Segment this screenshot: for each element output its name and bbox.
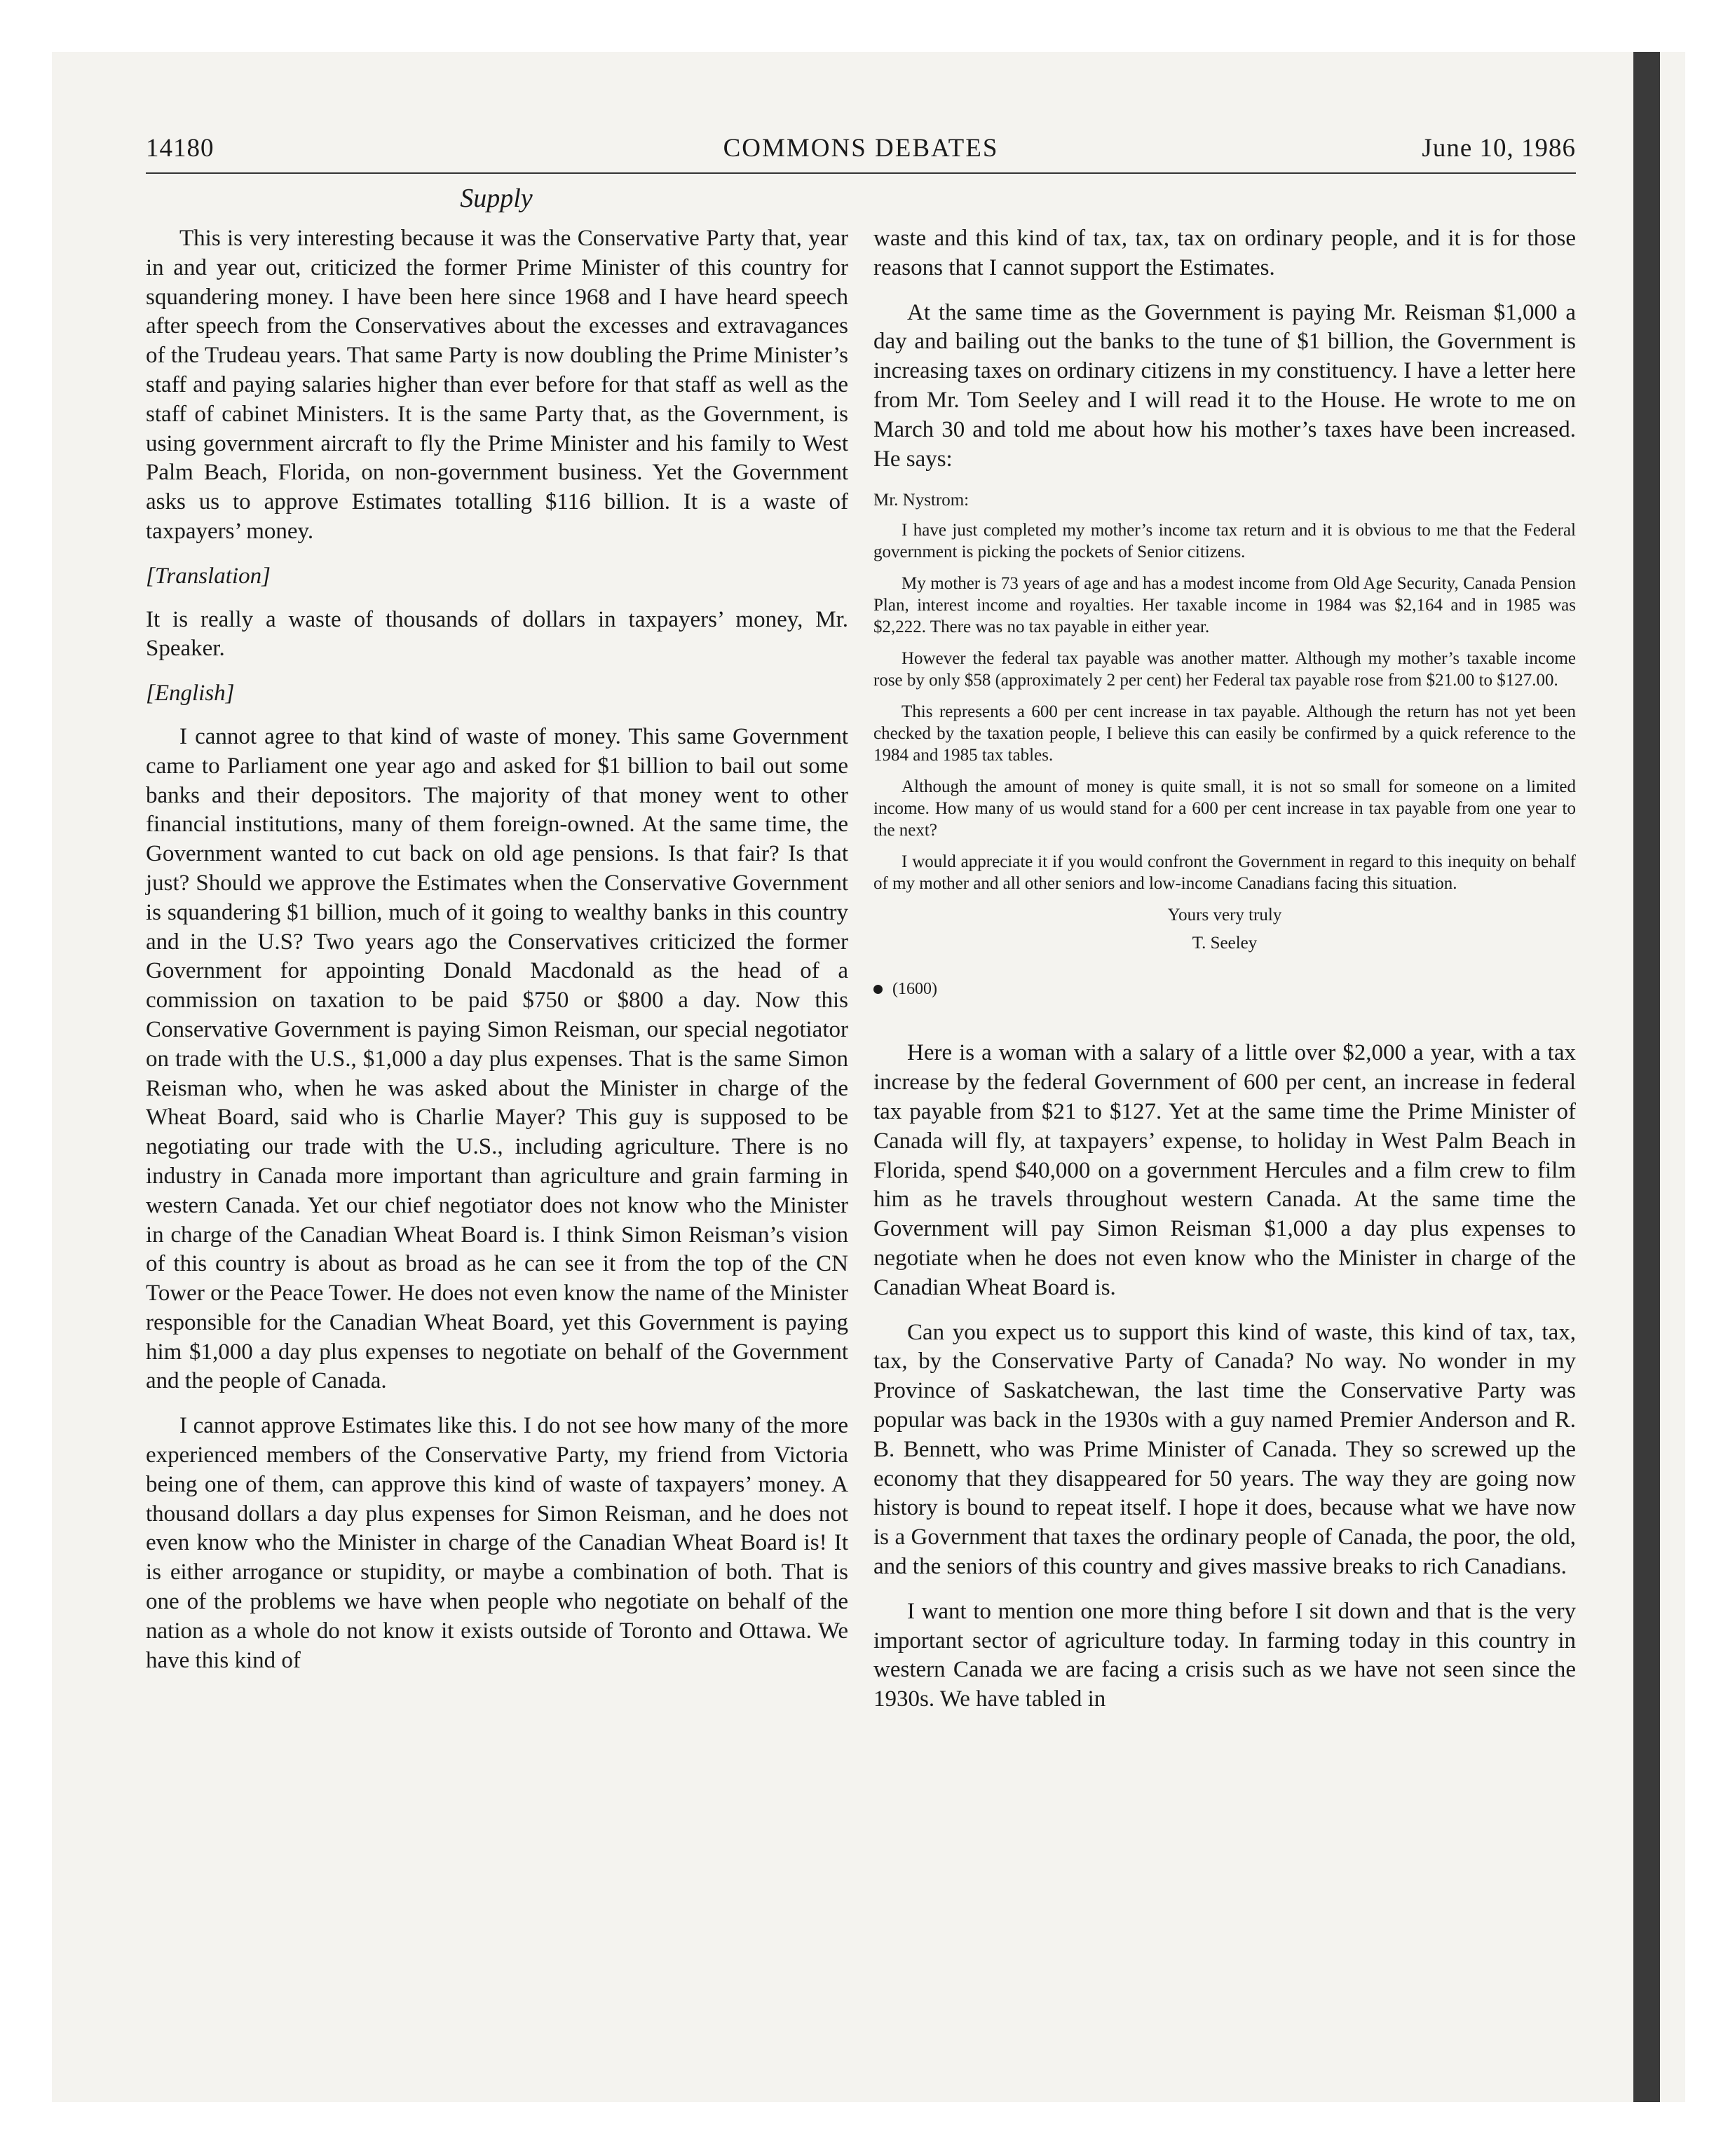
paragraph: I want to mention one more thing before I sit down and that is the very important sector of agriculture today. In farming today in this country in western Canada we are facing a crisis such as we have not seen since the 1930s. We have tabled in <box>873 1598 1576 1712</box>
paragraph: waste and this kind of tax, tax, tax on ordinary people, and it is for those reasons that I cannot support the Estimates. <box>873 226 1576 280</box>
header-rule <box>146 172 1576 174</box>
language-tag-translation: [Translation] <box>146 563 271 589</box>
timestamp: (1600) <box>892 980 937 999</box>
paragraph: Here is a woman with a salary of a little over $2,000 a year, with a tax increase by the federal Government of 600 per cent, an increase in federal tax payable from $21 to $127. Yet at the same time the Prime Minister of Canada will fly, at taxpayers’ expense, to holiday in West Palm Beach in Florida, spend $40,000 on a government Hercules and a film crew to film him as he travels throughout western Canada. At the same time the Government will pay Simon Reisman $1,000 a day plus expenses to negotiate when he does not even know who the Minister in charge of the Canadian Wheat Board is. <box>873 1040 1576 1300</box>
publication-title: COMMONS DEBATES <box>723 134 999 163</box>
paragraph: It is really a waste of thousands of dollars in taxpayers’ money, Mr. Speaker. <box>146 606 848 662</box>
quoted-letter <box>873 489 1576 955</box>
page-header <box>146 132 1576 174</box>
language-tag-english: [English] <box>146 681 235 707</box>
page-date: June 10, 1986 <box>1422 134 1576 163</box>
paragraph: This is very interesting because it was the Conservative Party that, year in and year out, criticized the former Prime Minister of this country for squandering money. I have been here since 1968 and I have heard speech after speech from the Conservatives about the excesses and extravagances of the Trudeau years. That same Party is now doubling the Prime Minister’s staff and paying salaries higher than ever before for that staff as well as the staff of cabinet Ministers. It is the same Party that, as the Government, is using government aircraft to fly the Prime Minister and his family to West Palm Beach, Florida, on non-government business. Yet the Government asks us to approve Estimates totalling $116 billion. It is a waste of taxpayers’ money. <box>146 226 848 544</box>
letter-closing: Yours very truly <box>1167 906 1282 925</box>
time-marker <box>873 978 1576 999</box>
paragraph: Can you expect us to support this kind of waste, this kind of tax, tax, tax, by the Conservative Party of Canada? No way. No wonder in my Province of Saskatchewan, the last time the Conservative Party was popular was back in the 1930s with a guy named Premier Anderson and R. B. Bennett, who was Prime Minister of Canada. They so screwed up the economy that they disappeared for 50 years. The way they are going now history is bound to repeat itself. I hope it does, because what we have now is a Government that taxes the ordinary people of Canada, the poor, the old, and the seniors of this country and gives massive breaks to rich Canadians. <box>873 1319 1576 1579</box>
right-column <box>873 224 1576 1730</box>
scan-edge-bar <box>1633 52 1660 2102</box>
bullet-icon <box>873 985 883 994</box>
paragraph: I cannot approve Estimates like this. I do not see how many of the more experienced members of the Conservative Party, my friend from Victoria being one of them, can approve this kind of waste of taxpayers’ money. A thousand dollars a day plus expenses for Simon Reisman, and he does not even know who the Minister in charge of the Canadian Wheat Board is! It is either arrogance or stupidity, or maybe a combination of both. That is one of the problems we have when people who negotiate on behalf of the nation as a whole do not know it exists outside of Toronto and Ottawa. We have this kind of <box>146 1413 848 1673</box>
letter-signature: T. Seeley <box>1192 934 1258 953</box>
letter-paragraph: I would appreciate it if you would confront the Government in regard to this inequity on behalf of my mother and all other seniors and low-income Canadians facing this situation. <box>873 852 1576 894</box>
letter-salutation: Mr. Nystrom: <box>873 491 969 510</box>
section-heading: Supply <box>460 184 533 213</box>
letter-paragraph: I have just completed my mother’s income tax return and it is obvious to me that the Federal government is picking the pockets of Senior citizens. <box>873 521 1576 562</box>
left-column <box>146 224 848 1691</box>
letter-paragraph: Although the amount of money is quite small, it is not so small for someone on a limited income. How many of us would stand for a 600 per cent increase in tax payable from one year to the next? <box>873 777 1576 840</box>
page-number: 14180 <box>146 134 215 163</box>
paragraph: I cannot agree to that kind of waste of money. This same Government came to Parliament one year ago and asked for $1 billion to bail out some banks and their depositors. The majority of that money went to other financial institutions, many of them foreign-owned. At the same time, the Government wanted to cut back on old age pensions. Is that fair? Is that just? Should we approve the Estimates when the Conservative Government is squandering $1 billion, much of it going to wealthy banks in this country and in the U.S? Two years ago the Conservatives criticized the former Government for appointing Donald Macdonald as the head of a commission on taxation to be paid $750 or $800 a day. Now this Conservative Government is paying Simon Reisman, our special negotiator on trade with the U.S., $1,000 a day plus expenses. That is the same Simon Reisman who, when he was asked about the Minister in charge of the Wheat Board, said who is Charlie Mayer? This guy is supposed to be negotiating our trade with the U.S., including agriculture. There is no industry in Canada more important than agriculture and grain farming in western Canada. Yet our chief negotiator does not know who the Minister in charge of the Canadian Wheat Board is. I think Simon Reisman’s vision of this country is about as broad as he can see it from the top of the CN Tower or the Peace Tower. He does not even know the name of the Minister responsible for the Canadian Wheat Board, yet this Government is paying him $1,000 a day plus expenses to negotiate on behalf of the Government and the people of Canada. <box>146 723 848 1394</box>
letter-paragraph: This represents a 600 per cent increase in tax payable. Although the return has not yet been checked by the taxation people, I believe this can easily be confirmed by a quick reference to the 1984 and 1985 tax tables. <box>873 702 1576 765</box>
paragraph: At the same time as the Government is paying Mr. Reisman $1,000 a day and bailing out the banks to the tune of $1 billion, the Government is increasing taxes on ordinary citizens in my constituency. I have a letter here from Mr. Tom Seeley and I will read it to the House. He wrote to me on March 30 and told me about how his mother’s taxes have been increased. He says: <box>873 299 1576 472</box>
letter-paragraph: My mother is 73 years of age and has a modest income from Old Age Security, Canada Pension Plan, interest income and royalties. Her taxable income in 1984 was $2,164 and in 1985 was $2,222. There was no tax payable in either year. <box>873 574 1576 637</box>
letter-paragraph: However the federal tax payable was another matter. Although my mother’s taxable income rose by only $58 (approximately 2 per cent) her Federal tax payable rose from $21.00 to $127.00. <box>873 649 1576 690</box>
